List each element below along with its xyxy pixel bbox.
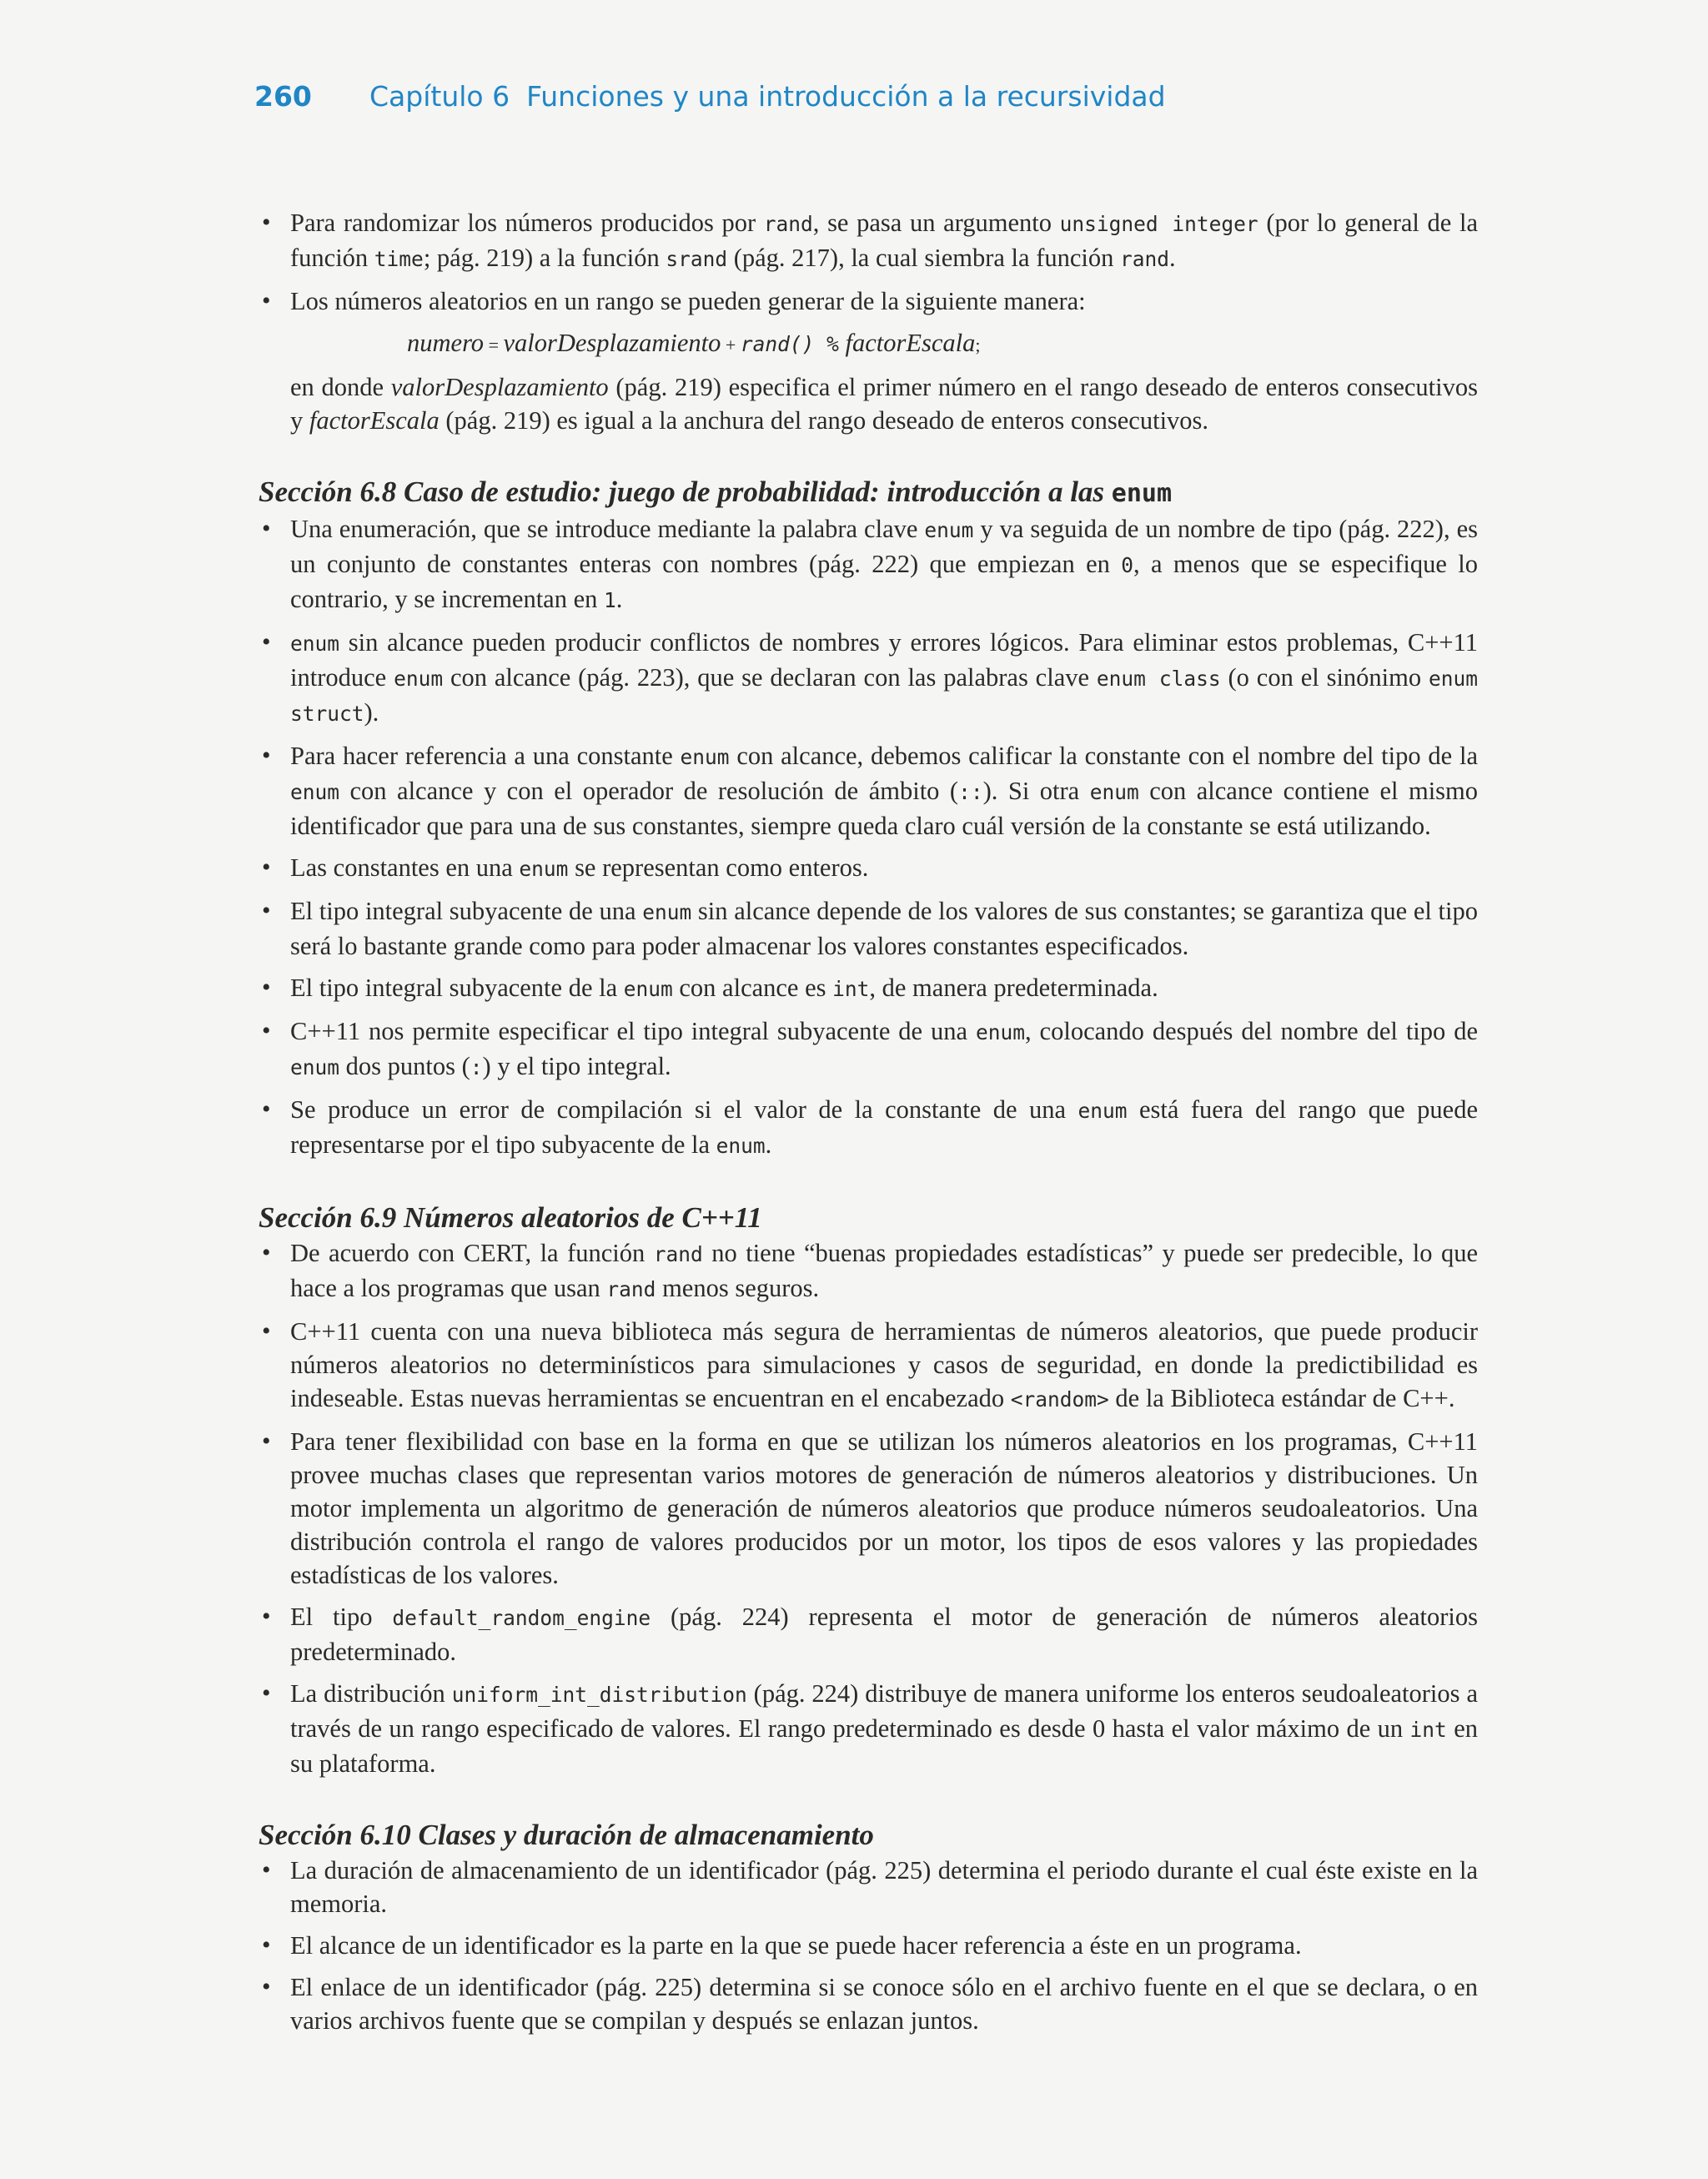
code-term: unsigned integer (1059, 212, 1258, 236)
text: con alcance contiene el mismo identificador que para una de sus constantes, siempre queda claro cuál versión de la constante se está utilizando. (290, 777, 1479, 840)
bullet-list-sec68 (259, 512, 1478, 1163)
bullet-item (259, 851, 1478, 886)
text: El tipo (290, 1603, 393, 1631)
bullet-item (259, 1970, 1478, 2037)
text: . (765, 1130, 772, 1159)
main-content (259, 206, 1478, 2046)
bullet-item (259, 512, 1478, 617)
text: , se pasa un argumento (812, 209, 1060, 237)
code-term: 1 (604, 588, 616, 612)
text: . (615, 585, 623, 613)
bullet-list-sec610 (259, 1854, 1478, 2037)
text: . (1169, 244, 1176, 272)
text: Se produce un error de compilación si el valor de la constante de una (290, 1095, 1078, 1124)
text: y va seguida de un nombre de tipo (pág. 222), es un conjunto de constantes enteras con nombres (pág. 222) que empiezan en (290, 515, 1478, 578)
text: De acuerdo con CERT, la función (290, 1239, 654, 1267)
text: (pág. 224) representa el motor de generación de números aleatorios predeterminado. (290, 1603, 1478, 1666)
text: menos seguros. (656, 1274, 820, 1302)
code-term: enum (394, 667, 444, 691)
code-term: int (1409, 1718, 1447, 1742)
code-term: enum (1089, 780, 1139, 804)
text: El tipo integral subyacente de una (290, 897, 643, 925)
italic-term: valorDesplazamiento (390, 373, 609, 401)
formula-var: numero (407, 329, 485, 357)
bullet-item (259, 1236, 1478, 1306)
code-term: :: (958, 780, 983, 804)
code-term: rand (653, 1242, 703, 1266)
section-heading-6-10: Sección 6.10 Clases y duración de almacenamiento (259, 1819, 874, 1851)
text: El alcance de un identificador es la parte en la que se puede hacer referencia a éste en un programa. (290, 1931, 1302, 1960)
formula-op: + (721, 335, 741, 355)
formula-var: valorDesplazamiento (503, 329, 721, 357)
text: Los números aleatorios en un rango se pueden generar de la siguiente manera: (290, 287, 1086, 315)
text: Para randomizar los números producidos por (290, 209, 764, 237)
text: (pág. 217), la cual siembra la función (727, 244, 1120, 272)
bullet-item (259, 1677, 1478, 1780)
code-term: enum (623, 977, 673, 1001)
bullet-item (259, 1425, 1478, 1592)
code-term: enum (716, 1134, 766, 1158)
text: sin alcance pueden producir conflictos de nombres y errores lógicos. Para eliminar estos problemas, C++11 introduce (290, 628, 1478, 692)
section-heading-6-9: Sección 6.9 Números aleatorios de C++11 (259, 1201, 762, 1234)
bullet-item (259, 284, 1478, 318)
formula (259, 326, 1478, 362)
text: dos puntos ( (339, 1052, 470, 1080)
text: ) y el tipo integral. (482, 1052, 671, 1080)
text: ; pág. 219) a la función (423, 244, 666, 272)
bullet-list-sec67 (259, 206, 1478, 318)
text: , colocando después del nombre del tipo de (1025, 1017, 1478, 1045)
text: ). (364, 698, 379, 727)
code-term: enum (924, 518, 974, 542)
code-term: enum class (1096, 667, 1221, 691)
running-header (254, 80, 1166, 113)
bullet-item (259, 1929, 1478, 1962)
bullet-list-sec69 (259, 1236, 1478, 1780)
paragraph (259, 370, 1478, 437)
text: C++11 cuenta con una nueva biblioteca más segura de herramientas de números aleatorios, que puede producir números aleatorios no determinísticos para simulaciones y casos de seguridad, en donde la predictibilidad es indeseable. Estas nuevas herramientas se encuentran en el encabezado (290, 1317, 1478, 1412)
text: (pág. 219) es igual a la anchura del rango deseado de enteros consecutivos. (439, 406, 1209, 435)
code-term: time (374, 247, 424, 271)
heading-text: Sección 6.8 Caso de estudio: juego de probabilidad: introducción a las (259, 476, 1112, 508)
text: con alcance (pág. 223), que se declaran con las palabras clave (443, 663, 1097, 692)
code-term: enum (290, 1055, 340, 1079)
code-term: srand (666, 247, 728, 271)
code-term: rand (606, 1277, 656, 1301)
code-term: : (470, 1055, 483, 1079)
bullet-item (259, 206, 1478, 276)
formula-code: rand() % (740, 332, 839, 356)
code-term: enum struct (290, 667, 1478, 726)
text: ). Si otra (982, 777, 1090, 805)
bullet-item (259, 1014, 1478, 1084)
code-term: enum (975, 1020, 1025, 1044)
code-term: 0 (1121, 553, 1133, 577)
text: La distribución (290, 1679, 452, 1708)
heading-code: enum (1111, 479, 1173, 508)
code-term: uniform_int_distribution (451, 1683, 747, 1707)
text: en donde (290, 373, 391, 401)
code-term: enum (290, 780, 340, 804)
text: de la Biblioteca estándar de C++. (1108, 1384, 1455, 1412)
text: (pág. 224) distribuye de manera uniforme los enteros seudoaleatorios a través de un rango especificado de valores. El rango predeterminado es desde 0 hasta el valor máximo de un (290, 1679, 1478, 1743)
text: , de manera predeterminada. (869, 974, 1158, 1002)
text: con alcance y con el operador de resolución de ámbito ( (339, 777, 959, 805)
text: sin alcance depende de los valores de sus constantes; se garantiza que el tipo será lo bastante grande como para poder almacenar los valores constantes especificados. (290, 897, 1478, 960)
bullet-item (259, 1093, 1478, 1163)
text: El tipo integral subyacente de la (290, 974, 624, 1002)
code-term: rand (763, 212, 813, 236)
code-term: enum (1078, 1099, 1128, 1123)
text: La duración de almacenamiento de un identificador (pág. 225) determina el periodo durante el cual éste existe en la memoria. (290, 1856, 1478, 1918)
text: no tiene “buenas propiedades estadísticas” y puede ser predecible, lo que hace a los programas que usan (290, 1239, 1478, 1302)
bullet-item (259, 1600, 1478, 1668)
text: Para tener flexibilidad con base en la forma en que se utilizan los números aleatorios en los programas, C++11 provee muchas clases que representan varios motores de generación de números aleatorios y distribuciones. Un motor implementa un algoritmo de generación de números aleatorios que produce números seudoaleatorios. Una distribución controla el rango de valores producidos por un motor, los tipos de esos valores y las propiedades estadísticas de los valores. (290, 1427, 1478, 1589)
section-heading-6-8 (259, 474, 1478, 512)
text: Las constantes en una (290, 853, 520, 882)
bullet-item (259, 894, 1478, 963)
text: en su plataforma. (290, 1714, 1478, 1778)
text: C++11 nos permite especificar el tipo integral subyacente de una (290, 1017, 976, 1045)
text: (por lo general de la función (290, 209, 1478, 272)
formula-var: factorEscala (845, 329, 976, 357)
bullet-item (259, 626, 1478, 731)
text: Para hacer referencia a una constante (290, 742, 681, 770)
text: (pág. 219) especifica el primer número en el rango deseado de enteros consecutivos y (290, 373, 1479, 435)
formula-op: = (484, 335, 504, 355)
text: El enlace de un identificador (pág. 225) determina si se conoce sólo en el archivo fuente en el que se declara, o en varios archivos fuente que se compilan y después se enlazan juntos. (290, 1973, 1478, 2035)
italic-term: factorEscala (309, 406, 440, 435)
code-term: enum (519, 857, 569, 881)
bullet-item (259, 971, 1478, 1006)
code-term: rand (1119, 247, 1169, 271)
code-term: enum (680, 745, 730, 769)
text: con alcance es (672, 974, 833, 1002)
bullet-item (259, 1315, 1478, 1417)
bullet-item (259, 1854, 1478, 1920)
page-number: 260 (254, 80, 312, 113)
chapter-title: Funciones y una introducción a la recursividad (526, 80, 1166, 113)
text: , a menos que se especifique lo contrario, y se incrementan en (290, 550, 1478, 613)
code-term: int (832, 977, 870, 1001)
text: (o con el sinónimo (1220, 663, 1429, 692)
text: Una enumeración, que se introduce mediante la palabra clave (290, 515, 925, 543)
code-term: <random> (1010, 1387, 1109, 1412)
code-term: default_random_engine (392, 1606, 651, 1630)
formula-op: ; (975, 335, 981, 355)
code-term: enum (642, 900, 692, 924)
text: está fuera del rango que puede representarse por el tipo subyacente de la (290, 1095, 1479, 1159)
bullet-item (259, 739, 1478, 843)
text: con alcance, debemos calificar la constante con el nombre del tipo de la (729, 742, 1478, 770)
chapter-label: Capítulo 6 (369, 80, 510, 113)
code-term: enum (290, 632, 340, 656)
text: se representan como enteros. (568, 853, 869, 882)
